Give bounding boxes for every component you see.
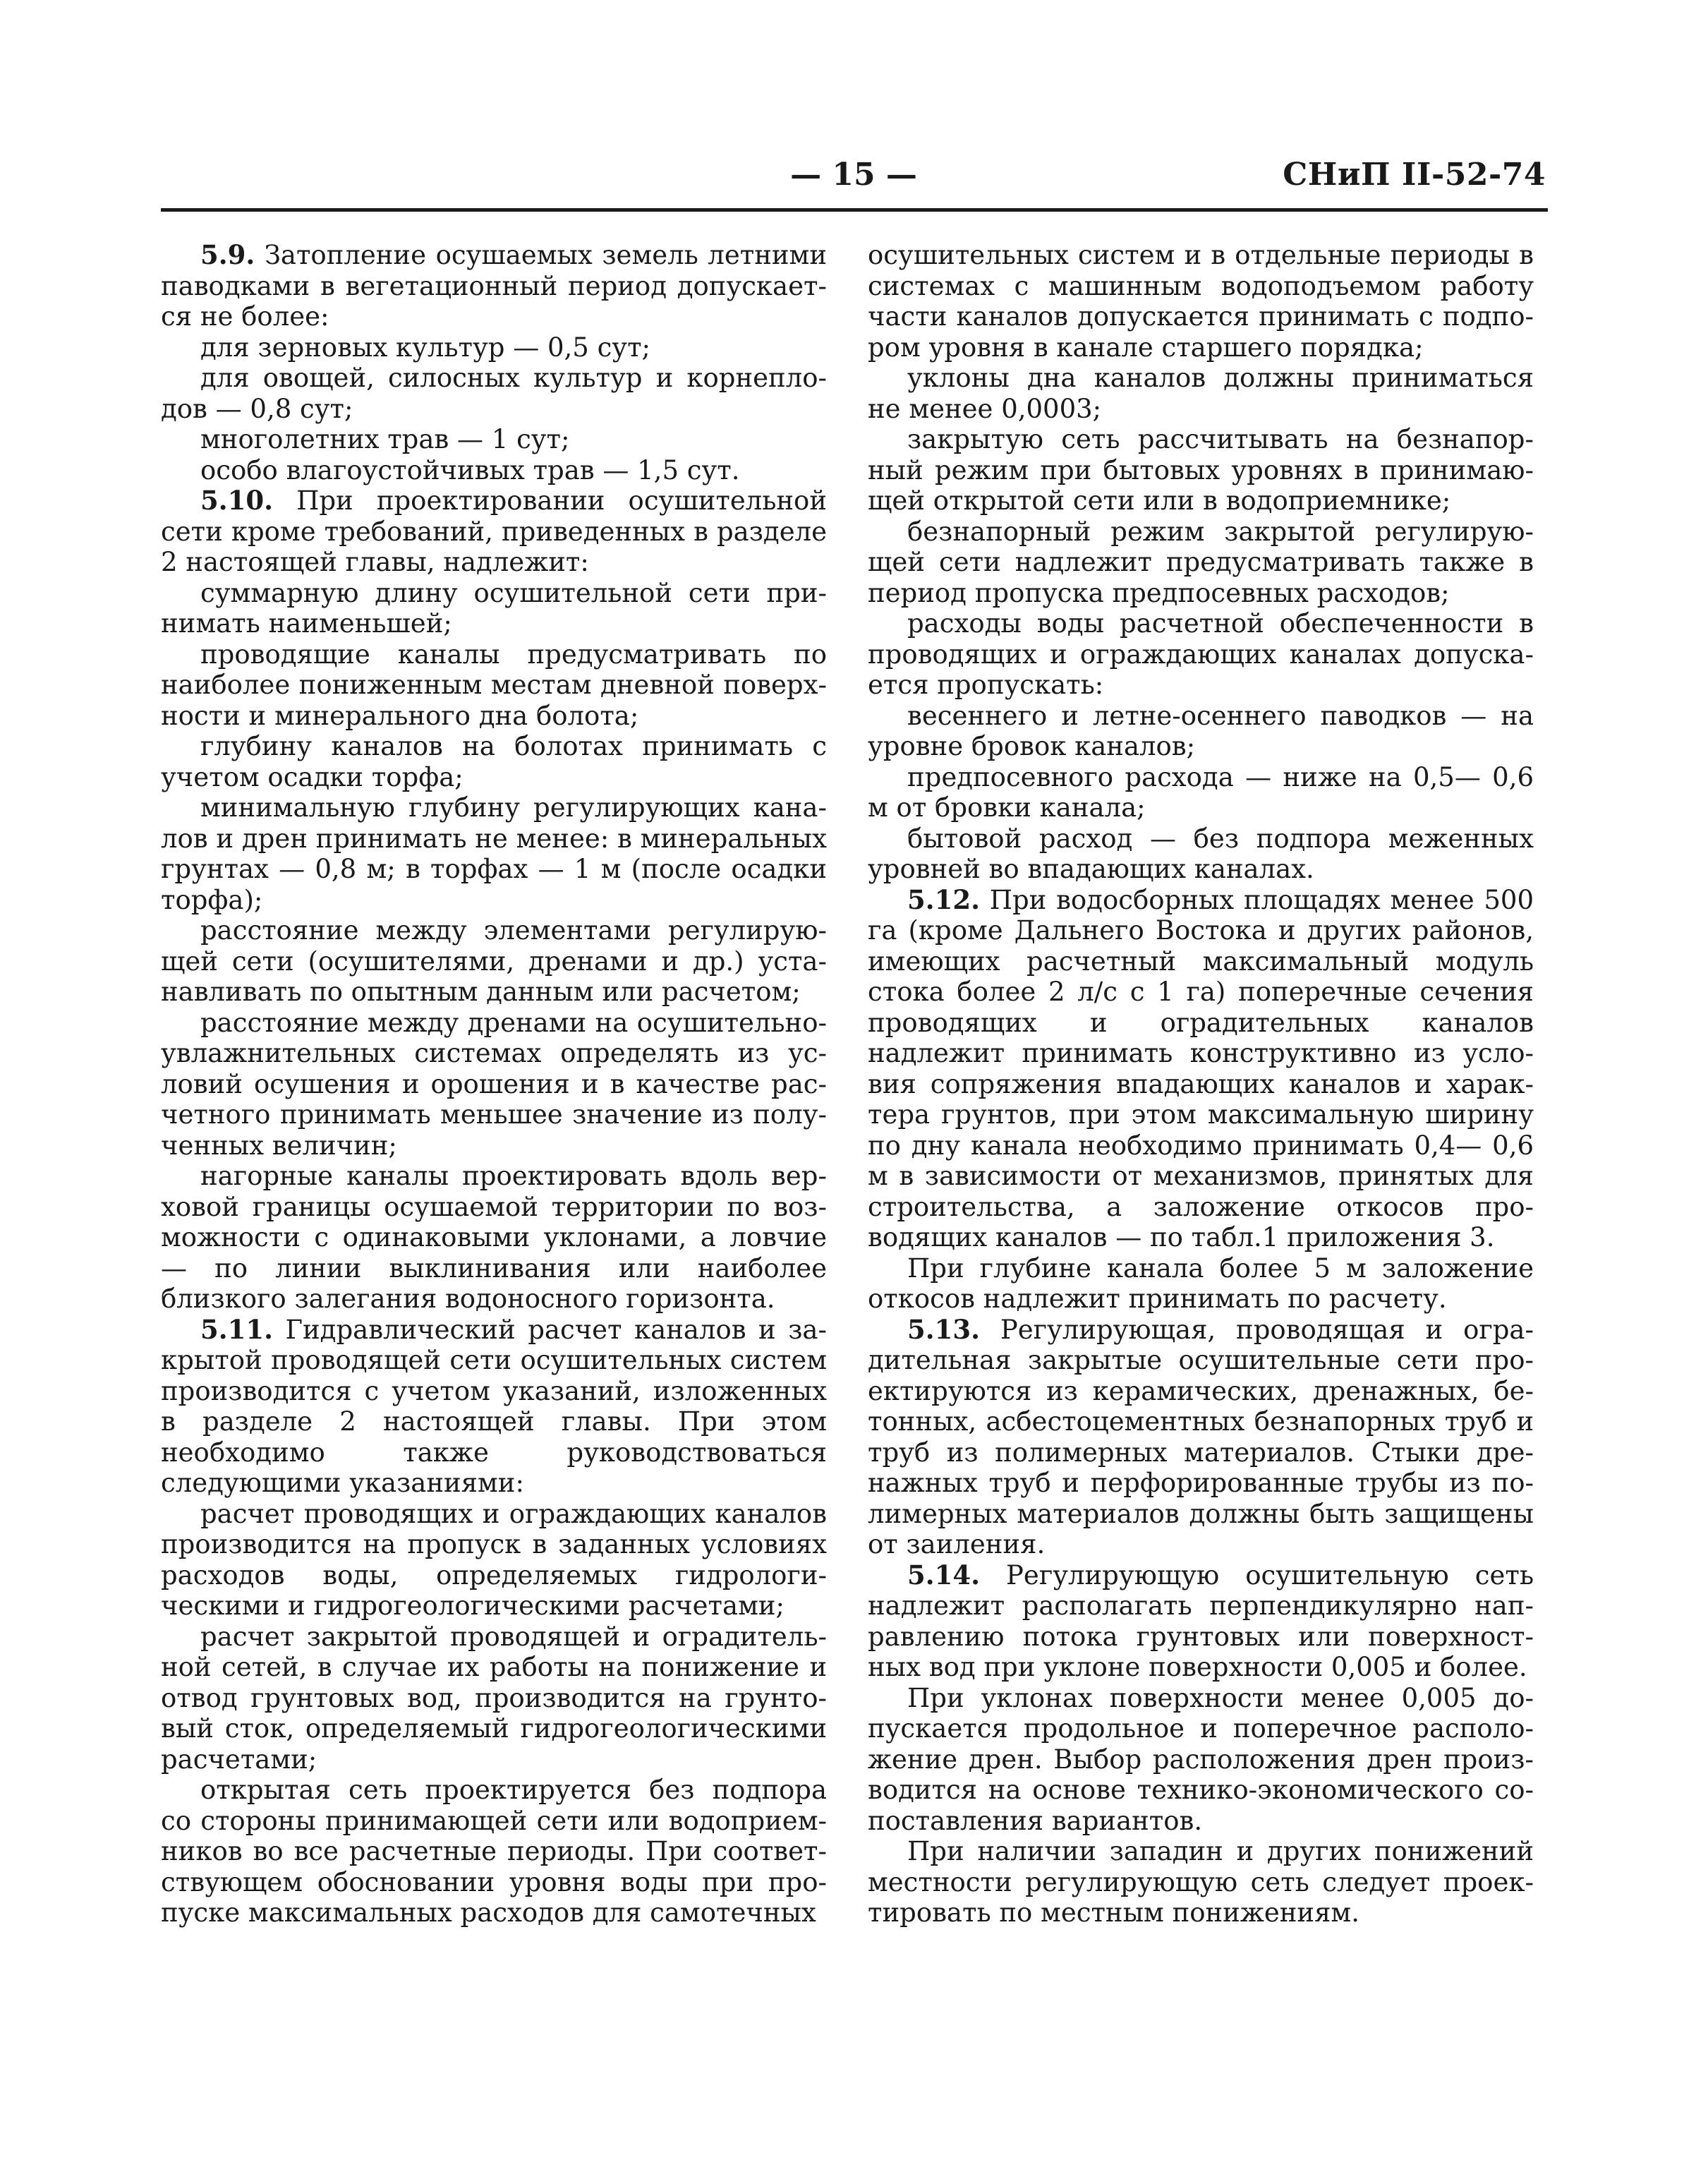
clause-number: 5.12.	[907, 883, 980, 915]
paragraph	[868, 823, 1534, 885]
paragraph-text: безнапорный режим закрытой регулирующей сети надлежит предусматривать также в период пропуска предпосевных расходов;	[868, 516, 1534, 608]
paragraph	[161, 424, 827, 455]
paragraph-text: для зерновых культур — 0,5 сут;	[200, 332, 651, 363]
paragraph-text: При водосборных площадях менее 500 га (кроме Дальнего Востока и других районов, имеющих расчетный максимальный модуль стока более 2 л/с с 1 га) поперечные сечения проводящих и оградительных каналов надлежит принимать конструктивно из условия сопряжения впадающих каналов и характера грунтов, при этом максимальную ширину по дну канала необходимо принимать 0,4— 0,6 м в зависимости от механизмов, принятых для строительства, а заложение откосов проводящих каналов — по табл.1 приложения 3.	[868, 884, 1534, 1252]
paragraph-text: особо влагоустойчивых трав — 1,5 сут.	[200, 454, 740, 485]
paragraph-text: При наличии западин и других понижений местности регулирующую сеть следует проектировать по местным понижениям.	[868, 1836, 1534, 1928]
left-column	[161, 240, 827, 1928]
paragraph	[161, 1315, 827, 1499]
paragraph-text: нагорные каналы проектировать вдоль верховой границы осушаемой территории по возможности с одинаковыми уклонами, а ловчие — по линии выклинивания или наиболее близкого залегания водоносного горизонта.	[161, 1161, 827, 1314]
paragraph	[161, 1161, 827, 1315]
clause-number: 5.10.	[200, 485, 273, 516]
paragraph	[868, 701, 1534, 762]
paragraph	[868, 424, 1534, 517]
clause-number: 5.14.	[907, 1559, 980, 1590]
paragraph	[161, 792, 827, 915]
paragraph	[161, 731, 827, 792]
clause-number: 5.13.	[907, 1313, 980, 1345]
paragraph	[161, 1775, 827, 1928]
paragraph-text: осушительных систем и в отдельные периоды в системах с машинным водоподъемом работу части каналов допускается принимать с подпором уровня в канале старшего порядка;	[868, 240, 1534, 363]
right-column	[868, 240, 1534, 1928]
paragraph-text: Затопление осушаемых земель летними паводками в вегетационный период допускается не более:	[161, 240, 827, 332]
paragraph-text: уклоны дна каналов должны приниматься не менее 0,0003;	[868, 363, 1534, 424]
paragraph	[868, 1315, 1534, 1560]
paragraph	[161, 915, 827, 1008]
paragraph	[868, 762, 1534, 823]
paragraph-text: глубину каналов на болотах принимать с учетом осадки торфа;	[161, 731, 827, 792]
paragraph-text: расчет проводящих и ограждающих каналов производится на пропуск в заданных условиях расходов воды, определяемых гидрологическими и гидрогеологическими расчетами;	[161, 1498, 827, 1621]
clause-number: 5.11.	[200, 1313, 273, 1345]
paragraph-text: многолетних трав — 1 сут;	[200, 424, 570, 454]
paragraph-text: расчет закрытой проводящей и оградительной сетей, в случае их работы на понижение и отвод грунтовых вод, производится на грунтовый сток, определяемый гидрогеологическими расчетами;	[161, 1621, 827, 1775]
paragraph-text: Гидравлический расчет каналов и закрытой проводящей сети осушительных систем производится с учетом указаний, изложенных в разделе 2 настоящей главы. При этом необходимо также руководствоваться следующими указаниями:	[161, 1314, 827, 1498]
paragraph	[868, 1836, 1534, 1928]
paragraph	[161, 1008, 827, 1161]
header-rule	[161, 208, 1548, 212]
paragraph-text: расходы воды расчетной обеспеченности в проводящих и ограждающих каналах допускается пропускать:	[868, 608, 1534, 700]
paragraph-text: проводящие каналы предусматривать по наиболее пониженным местам дневной поверхности и минерального дна болота;	[161, 639, 827, 731]
paragraph	[868, 1253, 1534, 1315]
paragraph-text: Регулирующую осушительную сеть надлежит располагать перпендикулярно направлению потока грунтовых или поверхностных вод при уклоне поверхности 0,005 и более.	[868, 1559, 1534, 1682]
paragraph	[868, 885, 1534, 1253]
paragraph	[868, 517, 1534, 609]
paragraph-text: предпосевного расхода — ниже на 0,5— 0,6 м от бровки канала;	[868, 761, 1534, 823]
paragraph-text: При уклонах поверхности менее 0,005 допускается продольное и поперечное расположение дрен. Выбор расположения дрен производится на основе технико-экономического сопоставления вариантов.	[868, 1682, 1534, 1836]
paragraph-text: бытовой расход — без подпора меженных уровней во впадающих каналах.	[868, 823, 1534, 884]
paragraph	[161, 578, 827, 639]
paragraph-text: весеннего и летне-осеннего паводков — на уровне бровок каналов;	[868, 700, 1534, 761]
paragraph	[868, 1560, 1534, 1683]
paragraph-text: суммарную длину осушительной сети принимать наименьшей;	[161, 577, 827, 639]
paragraph	[161, 485, 827, 578]
paragraph	[161, 240, 827, 332]
paragraph	[868, 363, 1534, 424]
paragraph	[161, 332, 827, 363]
clause-number: 5.9.	[200, 239, 255, 270]
page-number: — 15 —	[790, 157, 917, 193]
paragraph	[868, 240, 1534, 363]
paragraph	[161, 1499, 827, 1622]
paragraph	[868, 608, 1534, 701]
paragraph-text: При глубине канала более 5 м заложение откосов надлежит принимать по расчету.	[868, 1252, 1534, 1314]
paragraph-text: Регулирующая, проводящая и оградительная закрытые осушительные сети проектируются из керамических, дренажных, бетонных, асбестоцементных безнапорных труб и труб из полимерных материалов. Стыки дренажных труб и перфорированные трубы из полимерных материалов должны быть защищены от заиления.	[868, 1314, 1534, 1559]
paragraph	[161, 455, 827, 486]
paragraph-text: расстояние между элементами регулирующей сети (осушителями, дренами и др.) устанавливать по опытным данным или расчетом;	[161, 915, 827, 1007]
paragraph	[868, 1683, 1534, 1837]
paragraph-text: расстояние между дренами на осушительно-увлажнительных системах определять из условий осушения и орошения и в качестве расчетного принимать меньшее значение из полученных величин;	[161, 1007, 827, 1161]
paragraph-text: для овощей, силосных культур и корнеплодов — 0,8 сут;	[161, 363, 827, 424]
paragraph-text: При проектировании осушительной сети кроме требований, приведенных в разделе 2 настоящей главы, надлежит:	[161, 485, 827, 577]
paragraph-text: закрытую сеть рассчитывать на безнапорный режим при бытовых уровнях в принимающей открытой сети или в водоприемнике;	[868, 424, 1534, 516]
paragraph	[161, 1622, 827, 1775]
paragraph-text: минимальную глубину регулирующих каналов и дрен принимать не менее: в минеральных грунтах — 0,8 м; в торфах — 1 м (после осадки торфа);	[161, 792, 827, 915]
paragraph	[161, 363, 827, 424]
paragraph	[161, 639, 827, 732]
document-code: СНиП II-52-74	[1283, 157, 1546, 193]
paragraph-text: открытая сеть проектируется без подпора со стороны принимающей сети или водоприемников во все расчетные периоды. При соответствующем обосновании уровня воды при пропуске максимальных расходов для самотечных	[161, 1775, 827, 1928]
